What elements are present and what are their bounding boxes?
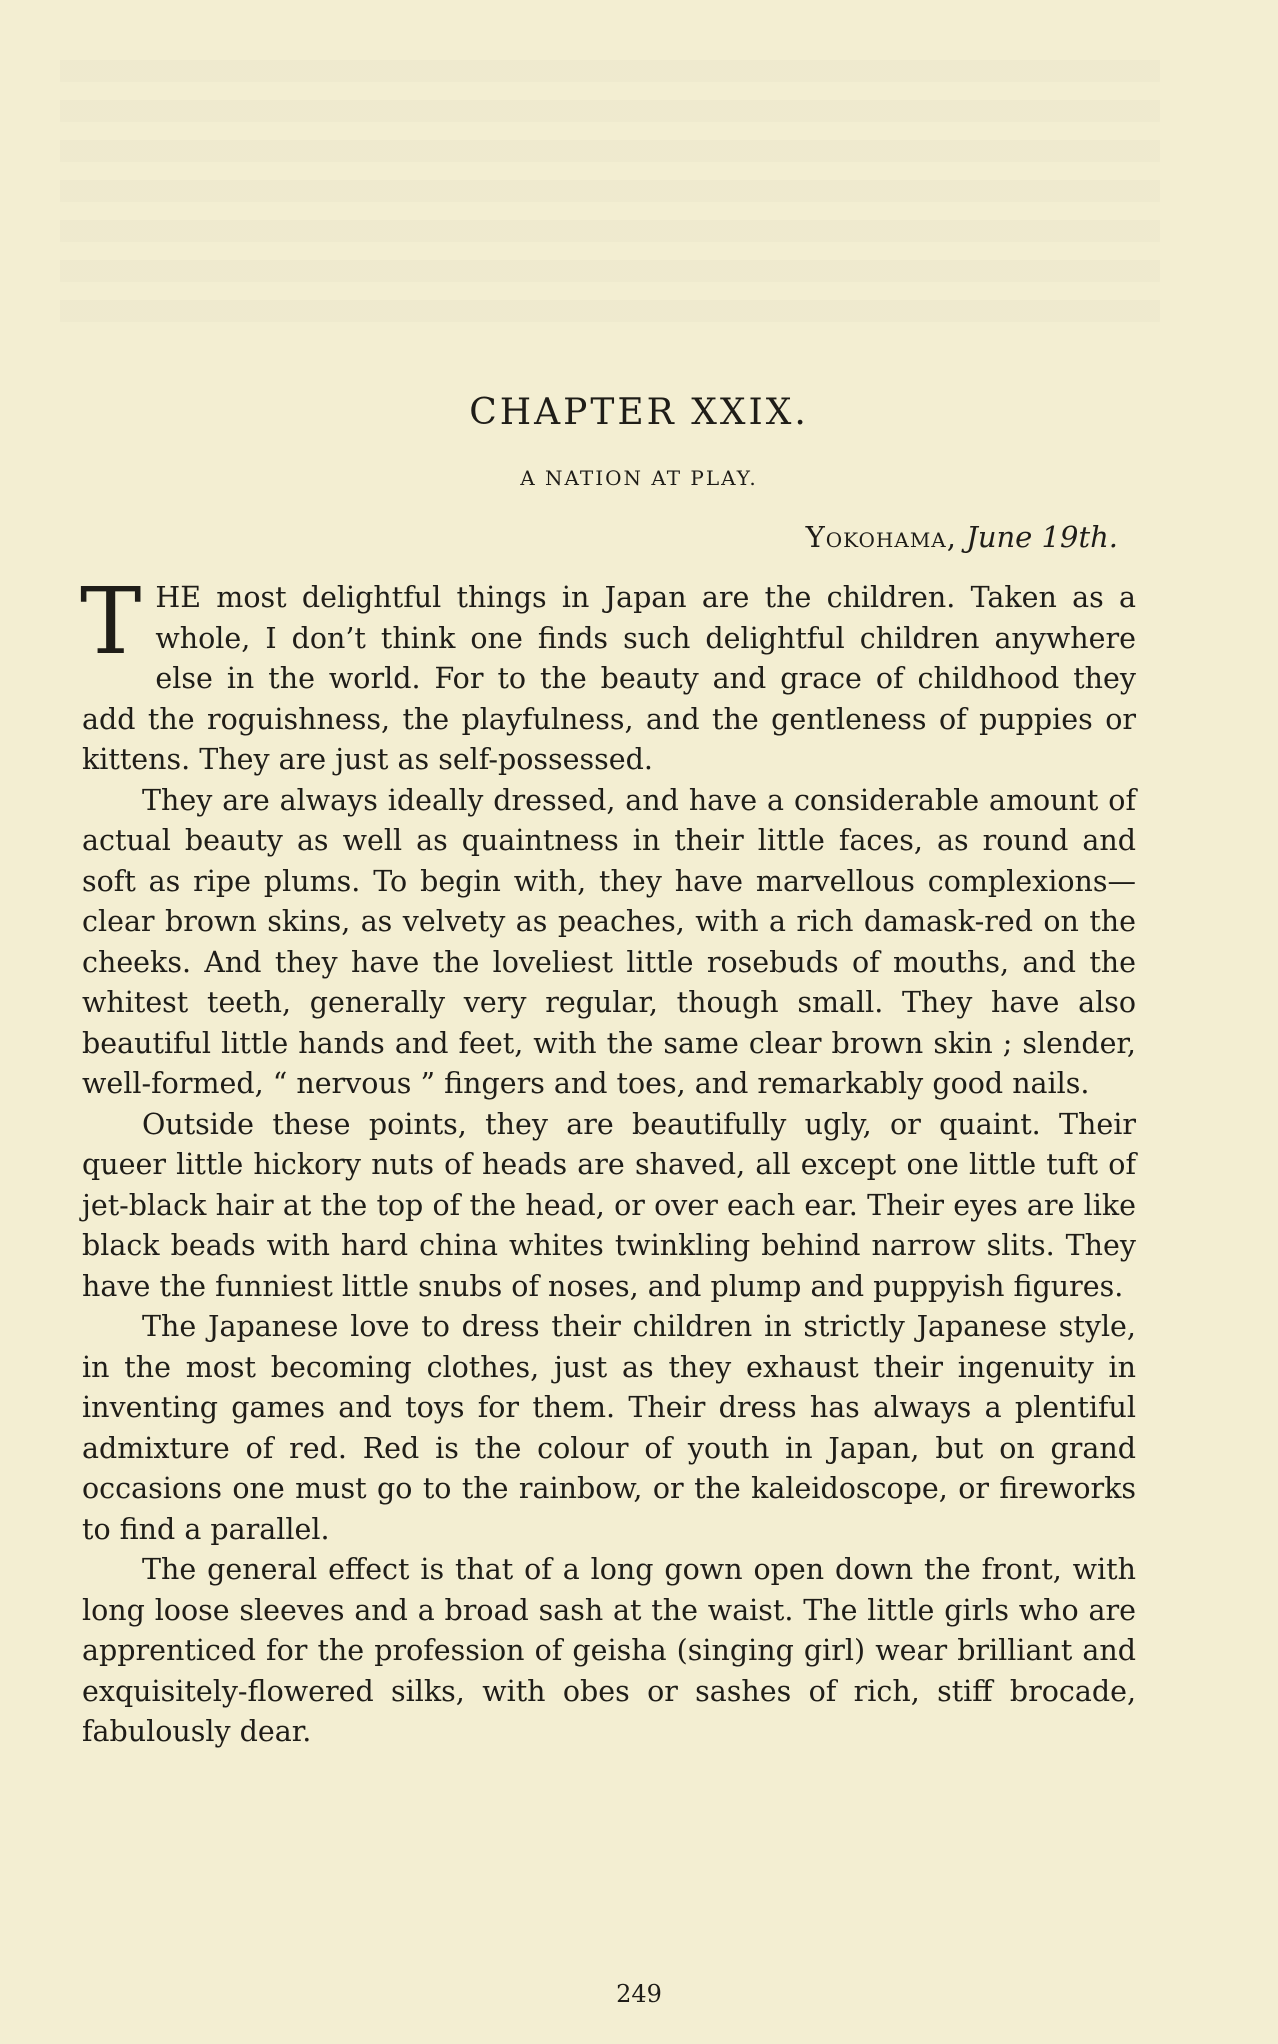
chapter-subtitle: A NATION AT PLAY. xyxy=(520,466,758,490)
paragraph: They are always ideally dressed, and have a considerable amount of actual beauty as well as quaintness in their little faces, as round and soft as ripe plums. To begin with, they have marvellous complexions—clear brown skins, as velvety as peaches, with a rich damask-red on the cheeks. And they have the loveliest little rosebuds of mouths, and the whitest teeth, generally very regular, though small. They have also beautiful little hands and feet, with the same clear brown skin ; slender, well-formed, “ nervous ” fingers and toes, and remarkably good nails. xyxy=(82,783,1136,1100)
show-through-text xyxy=(60,60,1160,340)
paragraph-text: HE most delightful things in Japan are the children. Taken as a whole, I don’t think one finds such delightful children anywhere else in the world. For to the beauty and grace of childhood they add the roguishness, the playfulness, and the gentleness of puppies or kittens. They are just as self-possessed. xyxy=(82,581,1136,776)
paragraph xyxy=(80,568,1136,781)
paragraph: Outside these points, they are beautifully ugly, or quaint. Their queer little hickory nuts of heads are shaved, all except one little tuft of jet-black hair at the top of the head, or over each ear. Their eyes are like black beads with hard china whites twinkling behind narrow slits. They have the funniest little snubs of noses, and plump and puppyish figures. xyxy=(82,1107,1136,1303)
paragraph: The general effect is that of a long gown open down the front, with long loose sleeves and a broad sash at the waist. The little girls who are apprenticed for the profession of geisha (singing girl) wear brilliant and exquisitely-flowered silks, with obes or sashes of rich, stiff brocade, fabulously dear. xyxy=(82,1553,1136,1748)
dateline-date: June 19th. xyxy=(966,520,1118,554)
dateline-place: Yokohama, xyxy=(805,520,957,554)
page-number: 249 xyxy=(616,1980,662,2008)
dateline xyxy=(806,520,1118,554)
drop-cap: T xyxy=(80,568,142,675)
body-text xyxy=(80,568,1136,1753)
chapter-title: CHAPTER XXIX. xyxy=(469,392,809,433)
paragraph: The Japanese love to dress their children in strictly Japanese style, in the most becoming clothes, just as they exhaust their ingenuity in inventing games and toys for them. Their dress has always a plentiful admixture of red. Red is the colour of youth in Japan, but on grand occasions one must go to the rainbow, or the kaleidoscope, or fireworks to find a parallel. xyxy=(82,1310,1136,1546)
